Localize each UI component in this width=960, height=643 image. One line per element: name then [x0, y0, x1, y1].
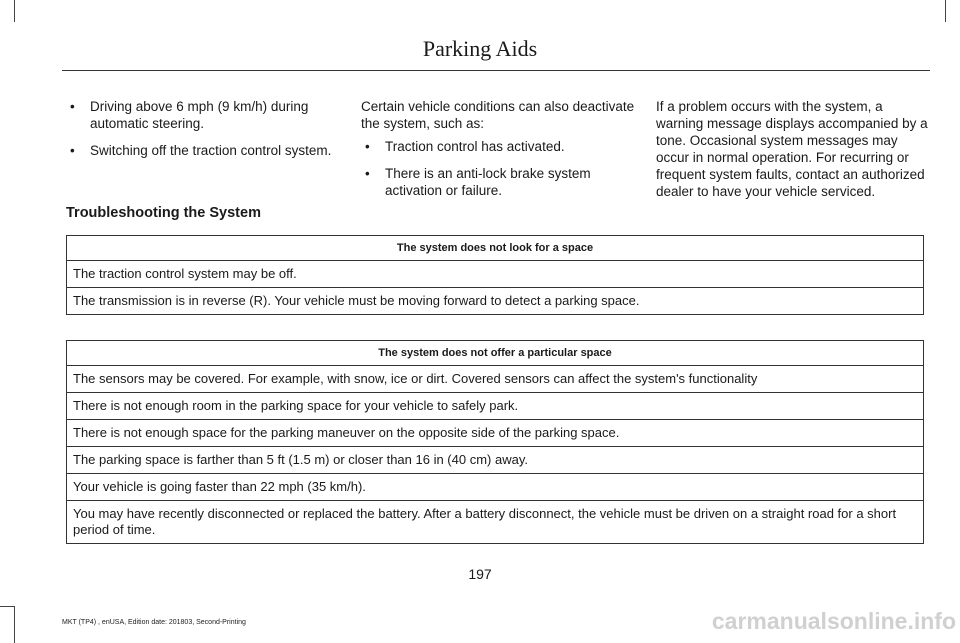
crop-mark-bottom-left-h: [0, 606, 14, 607]
table-row: [67, 474, 924, 501]
table-row: [67, 501, 924, 544]
crop-mark-bottom-left-v: [14, 606, 15, 643]
troubleshooting-table-2: [66, 340, 924, 544]
crop-mark-top-left-v: [14, 0, 15, 22]
table-cell: The sensors may be covered. For example, with snow, ice or dirt. Covered sensors can affect the system's functionality: [67, 366, 924, 393]
edition-footer: MKT (TP4) , enUSA, Edition date: 201803, Second-Printing: [62, 619, 246, 626]
page-title: Parking Aids: [422, 36, 538, 61]
header-rule: [62, 70, 930, 71]
table-cell: There is not enough room in the parking space for your vehicle to safely park.: [67, 393, 924, 420]
table-heading: The system does not offer a particular space: [67, 341, 924, 366]
list-item: • Driving above 6 mph (9 km/h) during automatic steering.: [66, 98, 346, 132]
page-number: 197: [468, 566, 492, 582]
crop-mark-top-right-v: [945, 0, 946, 22]
table-cell: The traction control system may be off.: [67, 261, 924, 288]
left-bullet-list: [66, 98, 346, 159]
table-row: [67, 366, 924, 393]
table-cell: There is not enough space for the parking maneuver on the opposite side of the parking space.: [67, 420, 924, 447]
list-item: • Switching off the traction control system.: [66, 142, 346, 159]
table-cell: Your vehicle is going faster than 22 mph (35 km/h).: [67, 474, 924, 501]
left-column: [66, 98, 346, 169]
section-title: Troubleshooting the System: [66, 205, 261, 221]
watermark: carmanualsonline.info: [711, 608, 956, 634]
troubleshooting-table-1: [66, 235, 924, 315]
table-cell: The parking space is farther than 5 ft (1.5 m) or closer than 16 in (40 cm) away.: [67, 447, 924, 474]
table-row: [67, 447, 924, 474]
table-cell: The transmission is in reverse (R). Your vehicle must be moving forward to detect a parking space.: [67, 288, 924, 315]
table-row: [67, 288, 924, 315]
table-row: [67, 261, 924, 288]
table-cell: You may have recently disconnected or replaced the battery. After a battery disconnect, the vehicle must be driven on a straight road for a short period of time.: [67, 501, 924, 544]
list-item: • There is an anti-lock brake system activation or failure.: [361, 165, 641, 199]
middle-intro: Certain vehicle conditions can also deactivate the system, such as:: [361, 99, 635, 131]
right-column: [656, 98, 928, 206]
table-heading: The system does not look for a space: [67, 236, 924, 261]
list-item: • Traction control has activated.: [361, 138, 641, 155]
table-row: [67, 420, 924, 447]
table-row: [67, 393, 924, 420]
middle-column: [361, 98, 641, 209]
right-paragraph: If a problem occurs with the system, a warning message displays accompanied by a tone. Occasional system messages may occur in normal operation. For recurring or frequent system faults, contact an authorized dealer to have your vehicle serviced.: [656, 99, 928, 199]
middle-bullet-list: [361, 138, 641, 199]
